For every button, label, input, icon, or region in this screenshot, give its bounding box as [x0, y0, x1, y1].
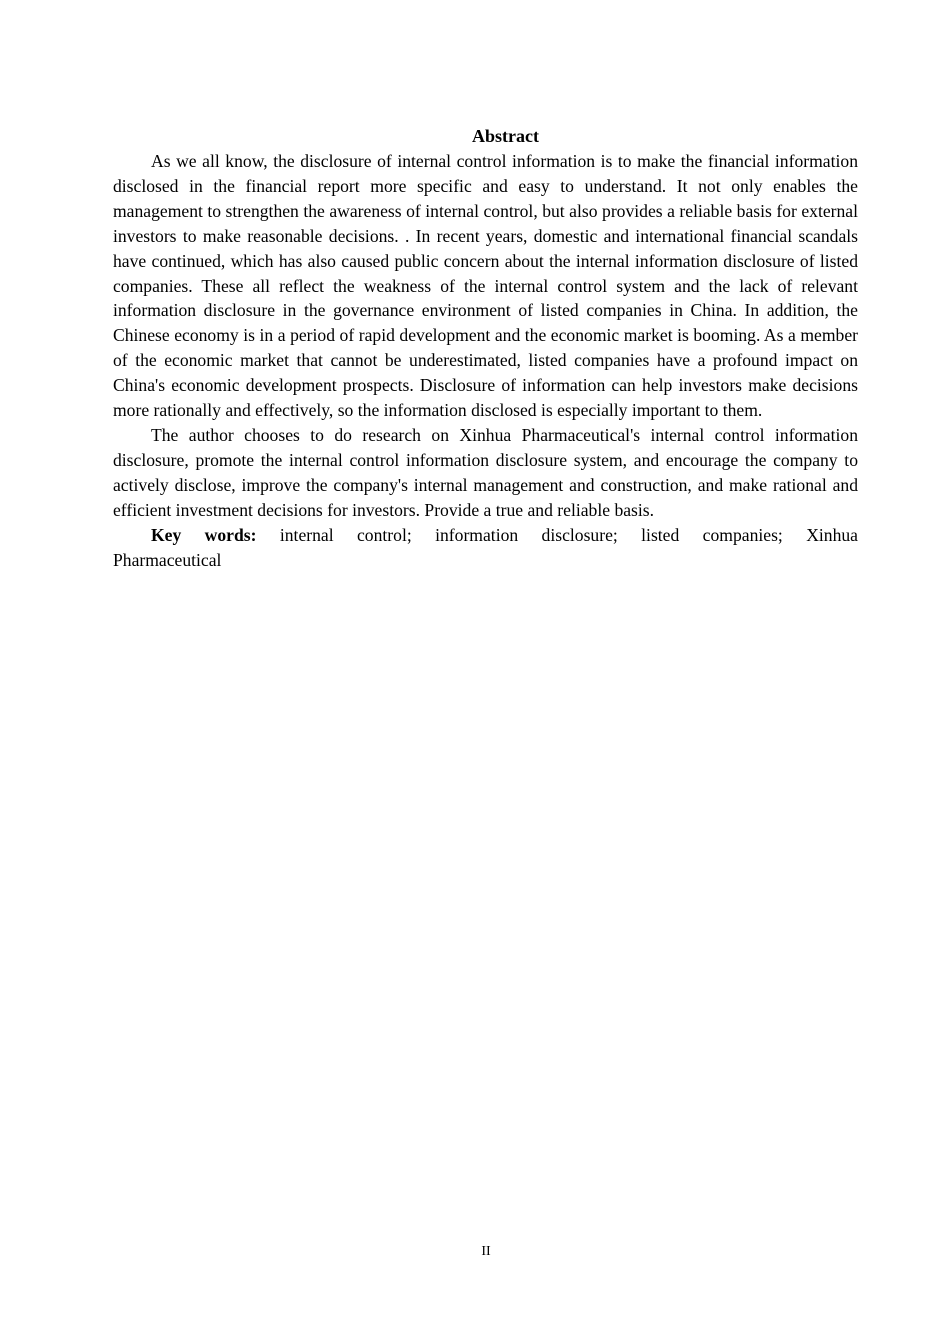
document-page [113, 124, 858, 572]
keywords-text: internal control; information disclosure; listed companies; Xinhua Pharmaceutical [113, 524, 858, 570]
abstract-title: Abstract [472, 126, 539, 146]
keywords-label: Key words: [151, 524, 257, 545]
abstract-paragraph-2: The author chooses to do research on Xinhua Pharmaceutical's internal control information disclosure, promote the internal control information disclosure system, and encourage the company to actively disclose, improve the company's internal management and construction, and make rational and efficient investment decisions for investors. Provide a true and reliable basis. [113, 424, 858, 520]
keywords-line [113, 523, 858, 573]
page-number: II [481, 1244, 491, 1259]
abstract-paragraph-1: As we all know, the disclosure of internal control information is to make the financial information disclosed in the financial report more specific and easy to understand. It not only enables the management to strengthen the awareness of internal control, but also provides a reliable basis for external investors to make reasonable decisions. . In recent years, domestic and international financial scandals have continued, which has also caused public concern about the internal information disclosure of listed companies. These all reflect the weakness of the internal control system and the lack of relevant information disclosure in the governance environment of listed companies in China. In addition, the Chinese economy is in a period of rapid development and the economic market is booming. As a member of the economic market that cannot be underestimated, listed companies have a profound impact on China's economic development prospects. Disclosure of information can help investors make decisions more rationally and effectively, so the information disclosed is especially important to them. [113, 151, 858, 421]
